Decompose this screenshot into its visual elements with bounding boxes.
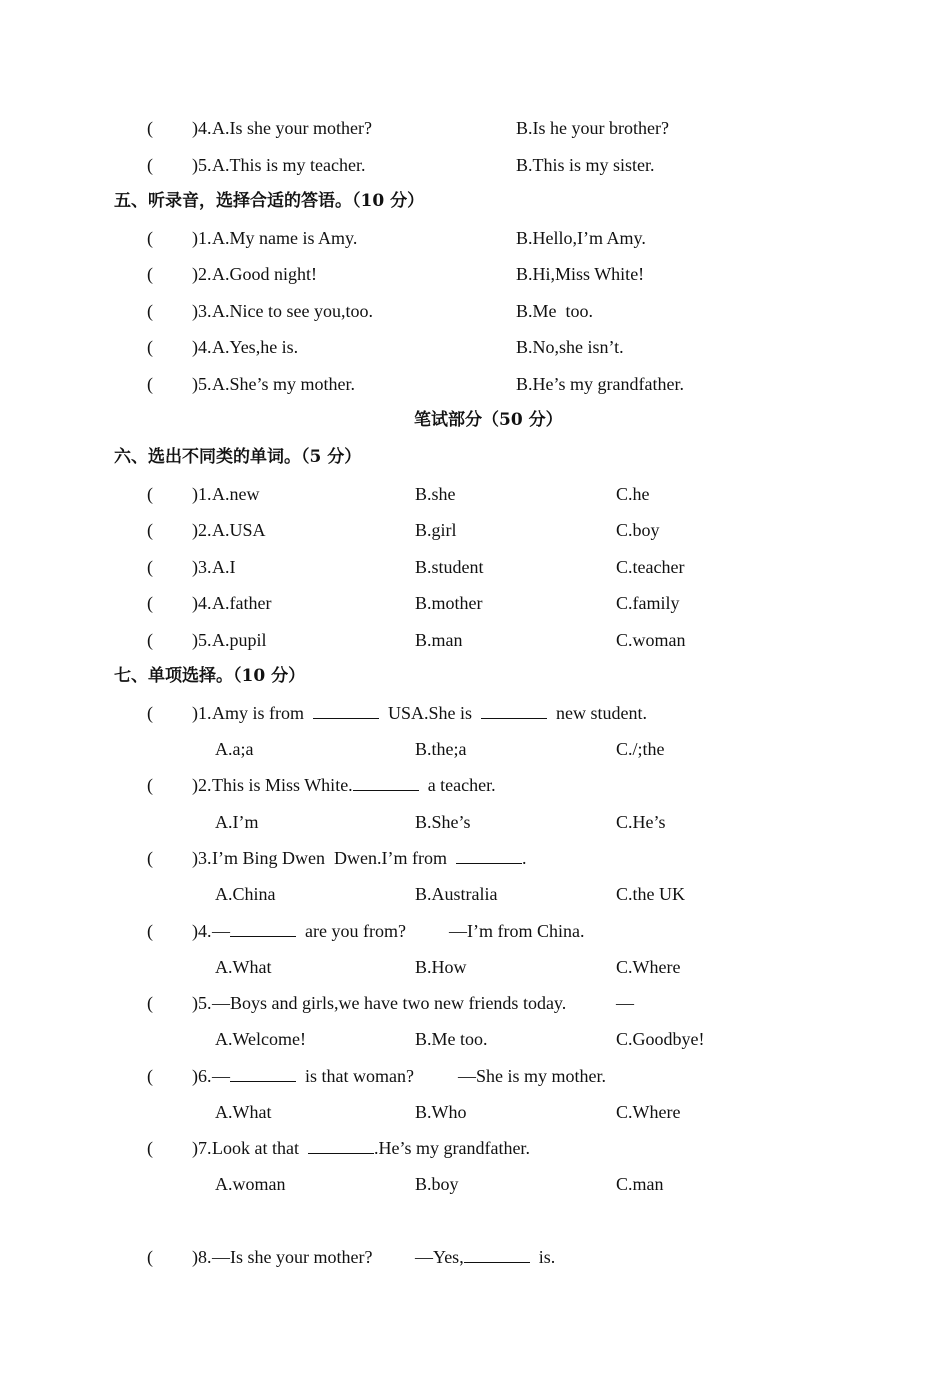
answer-paren: ( <box>147 228 153 248</box>
question-number: )1. <box>192 484 212 504</box>
option-c: C.Where <box>616 1102 681 1122</box>
answer-paren: ( <box>147 337 153 357</box>
answer-text <box>415 1244 555 1270</box>
answer-paren: ( <box>147 848 153 868</box>
option-c: C.teacher <box>616 557 685 577</box>
section-heading <box>0 663 950 689</box>
question-row <box>0 627 950 653</box>
option-c: C./;the <box>616 739 665 759</box>
option-b: B.boy <box>415 1174 459 1194</box>
question-text <box>212 772 496 798</box>
option-b: B.Hi,Miss White! <box>516 264 645 284</box>
question-row <box>0 700 950 726</box>
option-b: B.Me too. <box>516 301 594 321</box>
question-text <box>212 700 647 726</box>
answer-paren: ( <box>147 993 153 1013</box>
question-row <box>0 517 950 543</box>
answer-paren: ( <box>147 520 153 540</box>
option-a: A.father <box>212 593 272 613</box>
answer-paren: ( <box>147 703 153 723</box>
question-row <box>0 225 950 251</box>
question-text <box>212 1063 414 1089</box>
option-a: A.I’m <box>215 812 259 832</box>
question-number: )1. <box>192 228 212 248</box>
question-text <box>212 1135 530 1161</box>
option-a: A.I <box>212 557 236 577</box>
question-row <box>0 990 950 1016</box>
option-b: B.Me too. <box>415 1029 488 1049</box>
option-b: B.mother <box>415 593 483 613</box>
answer-paren: ( <box>147 557 153 577</box>
option-a: A.Yes,he is. <box>212 337 299 357</box>
question-text-part: — <box>212 1066 230 1086</box>
answer-blank <box>353 772 419 791</box>
part-heading <box>0 407 950 433</box>
answer-blank <box>464 1244 530 1263</box>
option-b: B.Is he your brother? <box>516 118 669 138</box>
option-a: A.woman <box>215 1174 286 1194</box>
option-a: A.new <box>212 484 260 504</box>
option-a: A.Good night! <box>212 264 317 284</box>
option-c: C.He’s <box>616 812 666 832</box>
option-b: B.man <box>415 630 463 650</box>
question-row <box>0 261 950 287</box>
question-row <box>0 590 950 616</box>
option-b: B.Who <box>415 1102 467 1122</box>
option-c: C.Goodbye! <box>616 1029 705 1049</box>
question-row <box>0 1063 950 1089</box>
option-b: B.student <box>415 557 484 577</box>
option-c: C.family <box>616 593 680 613</box>
option-b: B.girl <box>415 520 457 540</box>
question-number: )7. <box>192 1138 212 1158</box>
question-row <box>0 371 950 397</box>
option-b: B.No,she isn’t. <box>516 337 624 357</box>
option-c: C.boy <box>616 520 660 540</box>
option-c: C.woman <box>616 630 686 650</box>
answer-paren: ( <box>147 1247 153 1267</box>
answer-text: —She is my mother. <box>458 1066 606 1086</box>
question-number: )5. <box>192 993 212 1013</box>
question-number: )2. <box>192 520 212 540</box>
question-number: )5. <box>192 374 212 394</box>
answer-paren: ( <box>147 593 153 613</box>
answer-text-part: is. <box>538 1247 556 1267</box>
answer-paren: ( <box>147 630 153 650</box>
option-b: B.the;a <box>415 739 467 759</box>
option-a: A.China <box>215 884 276 904</box>
option-b: B.Hello,I’m Amy. <box>516 228 646 248</box>
answer-paren: ( <box>147 374 153 394</box>
option-a: A.What <box>215 1102 272 1122</box>
options-row <box>0 1099 950 1125</box>
question-number: )4. <box>192 593 212 613</box>
question-text-part: I’m Bing Dwen Dwen.I’m from <box>212 848 447 868</box>
option-b: B.How <box>415 957 467 977</box>
question-row <box>0 481 950 507</box>
options-row <box>0 809 950 835</box>
question-row <box>0 845 950 871</box>
question-number: )5. <box>192 155 212 175</box>
question-row <box>0 1244 950 1270</box>
question-text-part: a teacher. <box>427 775 496 795</box>
answer-blank <box>313 700 379 719</box>
question-text-part: Amy is from <box>212 703 304 723</box>
question-row <box>0 554 950 580</box>
question-text-part: .He’s my grandfather. <box>373 1138 530 1158</box>
question-row <box>0 115 950 141</box>
answer-paren: ( <box>147 264 153 284</box>
question-text-part: is that woman? <box>305 1066 414 1086</box>
answer-paren: ( <box>147 775 153 795</box>
question-text: —Is she your mother? <box>212 1247 373 1267</box>
option-b: B.she <box>415 484 456 504</box>
option-b: B.Australia <box>415 884 498 904</box>
options-row <box>0 736 950 762</box>
option-c: C.Where <box>616 957 681 977</box>
question-number: )4. <box>192 118 212 138</box>
answer-text: —I’m from China. <box>449 921 585 941</box>
option-c: C.man <box>616 1174 664 1194</box>
option-b: B.He’s my grandfather. <box>516 374 684 394</box>
question-number: )1. <box>192 703 212 723</box>
question-row <box>0 1135 950 1161</box>
question-text <box>212 845 526 871</box>
options-row <box>0 1171 950 1197</box>
question-text <box>212 918 406 944</box>
section7-title: 七、单项选择。（10 分） <box>114 666 306 686</box>
question-number: )2. <box>192 264 212 284</box>
answer-paren: ( <box>147 1066 153 1086</box>
option-a: A.She’s my mother. <box>212 374 355 394</box>
answer-paren: ( <box>147 301 153 321</box>
question-number: )3. <box>192 557 212 577</box>
option-a: A.This is my teacher. <box>212 155 366 175</box>
question-row <box>0 772 950 798</box>
option-b: B.This is my sister. <box>516 155 655 175</box>
section5-title: 五、听录音，选择合适的答语。（10 分） <box>114 191 425 211</box>
answer-blank <box>456 845 522 864</box>
answer-paren: ( <box>147 484 153 504</box>
answer-paren: ( <box>147 118 153 138</box>
options-row <box>0 881 950 907</box>
answer-blank <box>481 700 547 719</box>
question-number: )6. <box>192 1066 212 1086</box>
option-a: A.What <box>215 957 272 977</box>
question-text-part: Look at that <box>212 1138 299 1158</box>
section-heading <box>0 188 950 214</box>
answer-paren: ( <box>147 1138 153 1158</box>
option-c: C.he <box>616 484 650 504</box>
option-a: A.Welcome! <box>215 1029 307 1049</box>
options-row <box>0 954 950 980</box>
options-row <box>0 1026 950 1052</box>
section6-title: 六、选出不同类的单词。（5 分） <box>114 447 362 467</box>
question-text-part: . <box>521 848 527 868</box>
question-text: —Boys and girls,we have two new friends today. <box>212 993 567 1013</box>
question-number: )5. <box>192 630 212 650</box>
option-a: A.Is she your mother? <box>212 118 372 138</box>
question-text-part: This is Miss White. <box>212 775 353 795</box>
option-a: A.Nice to see you,too. <box>212 301 373 321</box>
question-text-part: USA.She is <box>388 703 473 723</box>
option-a: A.USA <box>212 520 266 540</box>
question-row <box>0 298 950 324</box>
question-text-part: — <box>212 921 230 941</box>
question-number: )3. <box>192 848 212 868</box>
question-row <box>0 152 950 178</box>
answer-blank <box>230 918 296 937</box>
answer-blank <box>308 1135 374 1154</box>
option-a: A.a;a <box>215 739 254 759</box>
question-row <box>0 918 950 944</box>
option-a: A.My name is Amy. <box>212 228 358 248</box>
section-heading <box>0 444 950 470</box>
question-number: )4. <box>192 921 212 941</box>
option-c: C.the UK <box>616 884 685 904</box>
question-number: )2. <box>192 775 212 795</box>
question-row <box>0 334 950 360</box>
answer-paren: ( <box>147 921 153 941</box>
option-a: A.pupil <box>212 630 267 650</box>
answer-blank <box>230 1063 296 1082</box>
written-part-title: 笔试部分（50 分） <box>414 410 563 430</box>
answer-text-part: —Yes, <box>415 1247 464 1267</box>
answer-text: — <box>616 993 634 1013</box>
question-number: )4. <box>192 337 212 357</box>
answer-paren: ( <box>147 155 153 175</box>
option-b: B.She’s <box>415 812 471 832</box>
question-number: )3. <box>192 301 212 321</box>
question-text-part: are you from? <box>305 921 406 941</box>
question-number: )8. <box>192 1247 212 1267</box>
question-text-part: new student. <box>556 703 647 723</box>
